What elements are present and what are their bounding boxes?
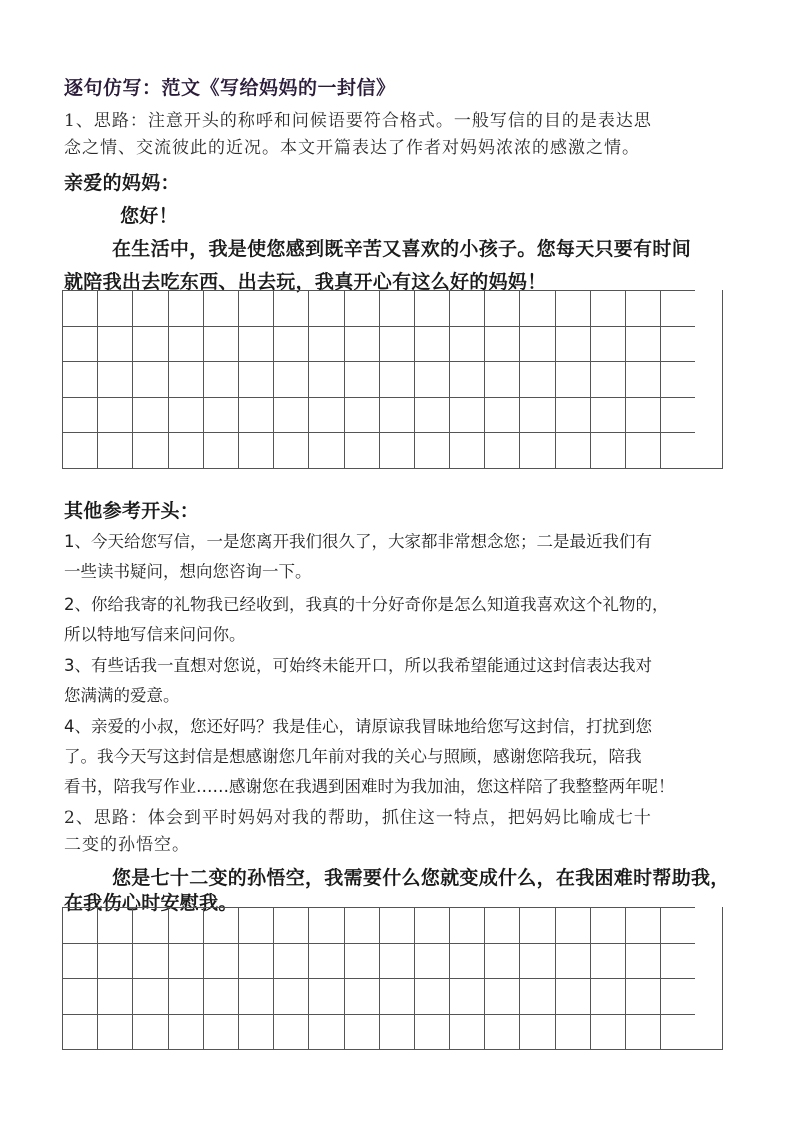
grid-cell[interactable] xyxy=(344,1014,379,1050)
grid-cell[interactable] xyxy=(484,432,519,468)
grid-cell[interactable] xyxy=(449,326,484,362)
grid-cell[interactable] xyxy=(379,432,414,468)
grid-cell[interactable] xyxy=(484,397,519,433)
grid-cell[interactable] xyxy=(238,1014,273,1050)
grid-cell[interactable] xyxy=(344,943,379,979)
grid-cell[interactable] xyxy=(273,943,308,979)
grid-cell[interactable] xyxy=(414,907,449,943)
grid-cell[interactable] xyxy=(555,943,590,979)
grid-cell[interactable] xyxy=(414,978,449,1014)
grid-cell[interactable] xyxy=(555,361,590,397)
letter-paragraph-line-2: 就陪我出去吃东西、出去玩，我真开心有这么好的妈妈！ xyxy=(64,271,547,293)
grid-cell[interactable] xyxy=(414,943,449,979)
grid-cell[interactable] xyxy=(660,361,695,397)
worksheet-heading: 逐句仿写：范文《写给妈妈的一封信》 xyxy=(64,77,396,99)
grid-cell[interactable] xyxy=(590,907,625,943)
grid-cell[interactable] xyxy=(519,978,554,1014)
grid-cell[interactable] xyxy=(660,943,695,979)
grid-cell[interactable] xyxy=(203,361,238,397)
grid-cell[interactable] xyxy=(62,978,97,1014)
grid-cell[interactable] xyxy=(344,907,379,943)
grid-cell[interactable] xyxy=(660,397,695,433)
grid-cell[interactable] xyxy=(132,397,167,433)
grid-cell[interactable] xyxy=(238,326,273,362)
grid-cell[interactable] xyxy=(273,397,308,433)
grid-cell[interactable] xyxy=(449,397,484,433)
grid-cell[interactable] xyxy=(344,361,379,397)
grid-cell[interactable] xyxy=(414,361,449,397)
grid-cell[interactable] xyxy=(168,326,203,362)
grid-cell[interactable] xyxy=(62,326,97,362)
grid-cell[interactable] xyxy=(519,326,554,362)
grid-cell[interactable] xyxy=(97,943,132,979)
grid-cell[interactable] xyxy=(168,978,203,1014)
grid-cell[interactable] xyxy=(132,361,167,397)
grid-cell[interactable] xyxy=(238,397,273,433)
grid-cell[interactable] xyxy=(449,361,484,397)
grid-cell[interactable] xyxy=(97,361,132,397)
grid-cell[interactable] xyxy=(414,1014,449,1050)
grid-cell[interactable] xyxy=(379,943,414,979)
grid-cell[interactable] xyxy=(555,1014,590,1050)
grid-cell[interactable] xyxy=(344,397,379,433)
grid-cell[interactable] xyxy=(555,907,590,943)
grid-cell[interactable] xyxy=(62,1014,97,1050)
grid-cell[interactable] xyxy=(308,290,343,326)
grid-cell[interactable] xyxy=(344,432,379,468)
grid-cell[interactable] xyxy=(484,361,519,397)
grid-cell[interactable] xyxy=(484,1014,519,1050)
grid-cell[interactable] xyxy=(625,326,660,362)
grid-cell[interactable] xyxy=(308,432,343,468)
grid-cell[interactable] xyxy=(484,907,519,943)
grid-cell[interactable] xyxy=(449,978,484,1014)
other-openings-heading: 其他参考开头： xyxy=(64,500,200,522)
example2-line-2: 在我伤心时安慰我。 xyxy=(64,892,238,914)
grid-cell[interactable] xyxy=(132,1014,167,1050)
grid-cell[interactable] xyxy=(414,326,449,362)
grid-cell[interactable] xyxy=(308,1014,343,1050)
grid-cell[interactable] xyxy=(414,432,449,468)
grid-cell[interactable] xyxy=(238,361,273,397)
grid-cell[interactable] xyxy=(660,432,695,468)
writing-grid-2[interactable] xyxy=(62,907,723,1050)
grid-row xyxy=(62,290,722,326)
grid-cell[interactable] xyxy=(484,326,519,362)
grid-cell[interactable] xyxy=(484,290,519,326)
grid-cell[interactable] xyxy=(625,397,660,433)
grid-cell[interactable] xyxy=(449,432,484,468)
grid-cell[interactable] xyxy=(379,361,414,397)
grid-cell[interactable] xyxy=(590,326,625,362)
grid-cell[interactable] xyxy=(238,290,273,326)
grid-cell[interactable] xyxy=(590,361,625,397)
grid-cell[interactable] xyxy=(132,943,167,979)
grid-cell[interactable] xyxy=(519,397,554,433)
grid-cell[interactable] xyxy=(625,1014,660,1050)
grid-cell[interactable] xyxy=(62,943,97,979)
grid-cell[interactable] xyxy=(449,290,484,326)
letter-greeting: 您好！ xyxy=(120,205,178,227)
grid-row xyxy=(62,361,722,397)
grid-cell[interactable] xyxy=(132,290,167,326)
grid-cell[interactable] xyxy=(625,361,660,397)
grid-cell[interactable] xyxy=(203,1014,238,1050)
opening-3-line-2: 您满满的爱意。 xyxy=(64,686,180,705)
grid-cell[interactable] xyxy=(273,290,308,326)
grid-cell[interactable] xyxy=(414,290,449,326)
grid-cell[interactable] xyxy=(555,326,590,362)
grid-cell[interactable] xyxy=(97,290,132,326)
grid-cell[interactable] xyxy=(660,290,695,326)
grid-cell[interactable] xyxy=(449,907,484,943)
grid-row xyxy=(62,907,722,943)
grid-cell[interactable] xyxy=(519,943,554,979)
grid-cell[interactable] xyxy=(484,943,519,979)
grid-cell[interactable] xyxy=(203,907,238,943)
grid-cell[interactable] xyxy=(308,943,343,979)
grid-cell[interactable] xyxy=(555,290,590,326)
grid-cell[interactable] xyxy=(62,290,97,326)
grid-cell[interactable] xyxy=(449,943,484,979)
grid-cell[interactable] xyxy=(308,361,343,397)
writing-grid-1[interactable] xyxy=(62,290,723,469)
grid-cell[interactable] xyxy=(97,397,132,433)
opening-4-line-3: 看书，陪我写作业……感谢您在我遇到困难时为我加油，您这样陪了我整整两年呢！ xyxy=(64,777,675,796)
grid-cell[interactable] xyxy=(62,432,97,468)
grid-cell[interactable] xyxy=(62,397,97,433)
grid-cell[interactable] xyxy=(660,978,695,1014)
grid-row xyxy=(62,943,722,979)
grid-cell[interactable] xyxy=(590,290,625,326)
letter-salutation: 亲爱的妈妈： xyxy=(64,172,180,194)
opening-1-line-2: 一些读书疑问，想向您咨询一下。 xyxy=(64,562,312,581)
grid-cell[interactable] xyxy=(132,432,167,468)
grid-cell[interactable] xyxy=(308,907,343,943)
grid-cell[interactable] xyxy=(62,907,97,943)
grid-row xyxy=(62,978,722,1014)
grid-cell[interactable] xyxy=(238,943,273,979)
grid-cell[interactable] xyxy=(203,943,238,979)
grid-cell[interactable] xyxy=(132,326,167,362)
grid-cell[interactable] xyxy=(168,907,203,943)
grid-cell[interactable] xyxy=(660,326,695,362)
tip2-line-1: 2、思路：体会到平时妈妈对我的帮助，抓住这一特点，把妈妈比喻成七十 xyxy=(64,808,652,828)
grid-cell[interactable] xyxy=(519,432,554,468)
opening-1-line-1: 1、今天给您写信，一是您离开我们很久了，大家都非常想念您；二是最近我们有 xyxy=(64,532,652,551)
grid-cell[interactable] xyxy=(203,978,238,1014)
grid-cell[interactable] xyxy=(97,326,132,362)
grid-cell[interactable] xyxy=(590,432,625,468)
tip2-line-2: 二变的孙悟空。 xyxy=(64,835,190,855)
grid-cell[interactable] xyxy=(97,1014,132,1050)
grid-cell[interactable] xyxy=(625,978,660,1014)
opening-4-line-1: 4、亲爱的小叔，您还好吗？我是佳心，请原谅我冒昧地给您写这封信，打扰到您 xyxy=(64,717,652,736)
grid-cell[interactable] xyxy=(203,290,238,326)
grid-cell[interactable] xyxy=(379,290,414,326)
grid-cell[interactable] xyxy=(308,978,343,1014)
grid-cell[interactable] xyxy=(273,907,308,943)
grid-cell[interactable] xyxy=(132,907,167,943)
example2-line-1: 您是七十二变的孙悟空，我需要什么您就变成什么，在我困难时帮助我， xyxy=(112,867,730,889)
grid-cell[interactable] xyxy=(168,1014,203,1050)
grid-cell[interactable] xyxy=(168,397,203,433)
grid-cell[interactable] xyxy=(379,907,414,943)
opening-3-line-1: 3、有些话我一直想对您说，可始终未能开口，所以我希望能通过这封信表达我对 xyxy=(64,656,652,675)
grid-row xyxy=(62,1014,722,1050)
tip1-line-2: 念之情、交流彼此的近况。本文开篇表达了作者对妈妈浓浓的感激之情。 xyxy=(64,138,640,158)
grid-cell[interactable] xyxy=(168,290,203,326)
grid-cell[interactable] xyxy=(97,432,132,468)
grid-cell[interactable] xyxy=(168,943,203,979)
grid-cell[interactable] xyxy=(203,397,238,433)
grid-cell[interactable] xyxy=(519,1014,554,1050)
grid-cell[interactable] xyxy=(590,943,625,979)
tip1-line-1: 1、思路：注意开头的称呼和问候语要符合格式。一般写信的目的是表达思 xyxy=(64,111,652,131)
grid-cell[interactable] xyxy=(168,361,203,397)
grid-cell[interactable] xyxy=(344,978,379,1014)
grid-cell[interactable] xyxy=(97,978,132,1014)
grid-cell[interactable] xyxy=(660,907,695,943)
grid-cell[interactable] xyxy=(132,978,167,1014)
grid-cell[interactable] xyxy=(379,397,414,433)
grid-cell[interactable] xyxy=(625,907,660,943)
grid-cell[interactable] xyxy=(273,326,308,362)
grid-cell[interactable] xyxy=(449,1014,484,1050)
grid-cell[interactable] xyxy=(273,432,308,468)
grid-cell[interactable] xyxy=(625,432,660,468)
grid-row xyxy=(62,397,722,433)
grid-cell[interactable] xyxy=(273,361,308,397)
grid-cell[interactable] xyxy=(660,1014,695,1050)
grid-cell[interactable] xyxy=(344,326,379,362)
grid-cell[interactable] xyxy=(308,326,343,362)
grid-row xyxy=(62,326,722,362)
grid-cell[interactable] xyxy=(238,907,273,943)
grid-cell[interactable] xyxy=(238,978,273,1014)
grid-cell[interactable] xyxy=(519,290,554,326)
grid-cell[interactable] xyxy=(484,978,519,1014)
grid-cell[interactable] xyxy=(590,978,625,1014)
grid-cell[interactable] xyxy=(308,397,343,433)
opening-2-line-2: 所以特地写信来问问你。 xyxy=(64,625,246,644)
grid-cell[interactable] xyxy=(555,978,590,1014)
grid-cell[interactable] xyxy=(273,978,308,1014)
grid-cell[interactable] xyxy=(379,326,414,362)
grid-cell[interactable] xyxy=(203,432,238,468)
grid-cell[interactable] xyxy=(238,432,273,468)
grid-cell[interactable] xyxy=(414,397,449,433)
opening-4-line-2: 了。我今天写这封信是想感谢您几年前对我的关心与照顾，感谢您陪我玩，陪我 xyxy=(64,747,642,766)
grid-cell[interactable] xyxy=(203,326,238,362)
opening-2-line-1: 2、你给我寄的礼物我已经收到，我真的十分好奇你是怎么知道我喜欢这个礼物的， xyxy=(64,595,669,614)
grid-cell[interactable] xyxy=(379,978,414,1014)
grid-cell[interactable] xyxy=(273,1014,308,1050)
grid-cell[interactable] xyxy=(379,1014,414,1050)
grid-cell[interactable] xyxy=(168,432,203,468)
grid-cell[interactable] xyxy=(97,907,132,943)
grid-cell[interactable] xyxy=(62,361,97,397)
grid-cell[interactable] xyxy=(590,1014,625,1050)
grid-cell[interactable] xyxy=(555,432,590,468)
grid-cell[interactable] xyxy=(590,397,625,433)
grid-cell[interactable] xyxy=(344,290,379,326)
letter-paragraph-line-1: 在生活中，我是使您感到既辛苦又喜欢的小孩子。您每天只要有时间 xyxy=(112,238,692,260)
grid-cell[interactable] xyxy=(625,943,660,979)
grid-row xyxy=(62,432,722,468)
grid-cell[interactable] xyxy=(625,290,660,326)
grid-cell[interactable] xyxy=(519,907,554,943)
grid-cell[interactable] xyxy=(519,361,554,397)
grid-cell[interactable] xyxy=(555,397,590,433)
